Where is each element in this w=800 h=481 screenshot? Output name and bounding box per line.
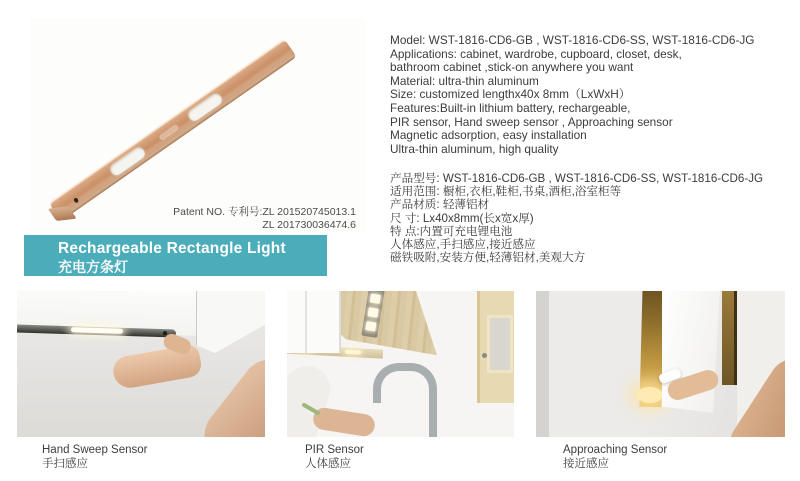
caption-pir	[305, 443, 364, 471]
product-photo	[30, 18, 365, 233]
specs-english	[390, 34, 790, 156]
light-bar-image	[49, 39, 297, 221]
led-glow	[345, 350, 361, 355]
hand-shape	[312, 406, 377, 437]
led-diffuser-window	[186, 91, 225, 123]
spec-line: bathroom cabinet ,stick-on anywhere you want	[390, 60, 634, 75]
led-cell	[367, 307, 378, 317]
light-bar-endcap	[48, 206, 77, 221]
wood-door-shape	[477, 291, 514, 403]
specs-chinese	[390, 172, 790, 264]
hand-shape	[111, 344, 203, 391]
patent-line-2: ZL 201730036474.6	[262, 219, 356, 231]
led-cell	[370, 293, 381, 303]
spec-line: 人体感应,手扫感应,接近感应	[390, 238, 536, 252]
lit-cabinet-gap	[639, 291, 664, 407]
cabinet-corner-shape	[196, 291, 265, 353]
spec-line: Model: WST-1816-CD6-GB , WST-1816-CD6-SS, WST-1816-CD6-JG	[390, 33, 755, 47]
spec-line: Size: customized lengthx40x 8mm（LxWxH）	[390, 87, 631, 102]
product-title-en: Rechargeable Rectangle Light	[58, 240, 286, 257]
caption-zh: 接近感应	[563, 458, 609, 470]
caption-en: PIR Sensor	[305, 444, 364, 456]
spec-line: Material: ultra-thin aluminum	[390, 73, 539, 88]
spec-line: 产品材质: 轻薄铝材	[390, 198, 490, 212]
photo-pir-sensor	[287, 291, 514, 437]
wall-edge-shape	[536, 291, 549, 437]
cabinet-seam	[305, 291, 307, 353]
caption-en: Approaching Sensor	[563, 444, 668, 456]
spec-line: 特 点:内置可充电锂电池	[390, 224, 513, 238]
patent-numbers	[120, 206, 356, 232]
brand-mark	[158, 124, 179, 142]
caption-zh: 手扫感应	[42, 458, 88, 470]
recessed-light-strip	[361, 291, 384, 338]
spec-line: 尺 寸: Lx40x8mm(长x宽x厚)	[390, 211, 534, 225]
warm-glow	[637, 387, 663, 404]
spec-line: Features:Built-in lithium battery, rechargeable,	[390, 100, 631, 115]
title-banner	[24, 235, 327, 276]
white-cabinet-shape	[287, 291, 341, 353]
led-cell	[365, 321, 376, 331]
spec-line: 产品型号: WST-1816-CD6-GB , WST-1816-CD6-SS, WST-1816-CD6-JG	[390, 172, 764, 185]
spec-line: 磁铁吸附,安装方便,轻薄铝材,美观大方	[390, 251, 586, 265]
cabinet-interior-sliver	[722, 291, 737, 385]
door-glass-pane	[487, 315, 513, 373]
spec-line: Ultra-thin aluminum, high quality	[390, 141, 559, 156]
photo-hand-sweep-sensor	[17, 291, 265, 437]
caption-approaching	[563, 443, 667, 471]
led-diffuser-window	[108, 146, 147, 178]
caption-hand-sweep	[42, 443, 147, 471]
patent-line-1: Patent NO. 专利号:ZL 201520745013.1	[173, 206, 356, 218]
led-glow	[71, 327, 123, 334]
caption-en: Hand Sweep Sensor	[42, 444, 148, 456]
caption-zh: 人体感应	[305, 458, 351, 470]
product-title-zh: 充电方条灯	[58, 259, 128, 275]
spec-line: Magnetic adsorption, easy installation	[390, 128, 587, 143]
spec-line: 适用范围: 橱柜,衣柜,鞋柜,书桌,酒柜,浴室柜等	[390, 185, 622, 199]
door-knob	[482, 353, 487, 358]
spec-line: PIR sensor, Hand sweep sensor , Approaching sensor	[390, 114, 673, 129]
photo-approaching-sensor	[536, 291, 785, 437]
spec-line: Applications: cabinet, wardrobe, cupboard, closet, desk,	[390, 46, 682, 61]
arm-shape	[193, 348, 265, 437]
sensor-hole	[73, 197, 79, 203]
